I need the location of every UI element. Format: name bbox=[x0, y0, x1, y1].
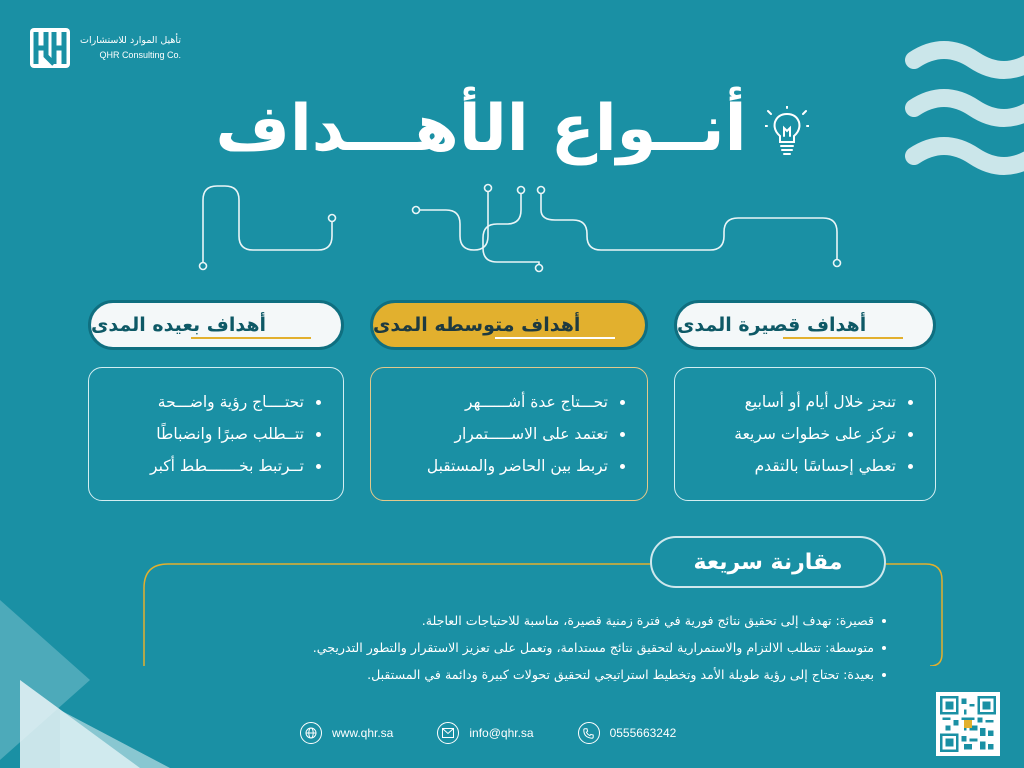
long-term-card bbox=[88, 367, 344, 501]
pill-underline bbox=[783, 337, 903, 339]
email-text: info@qhr.sa bbox=[469, 726, 534, 740]
list-item: تركز على خطوات سريعة bbox=[689, 418, 913, 450]
list-item: تحتــــاج رؤية واضـــحة bbox=[103, 386, 321, 418]
circuit-lines-decoration bbox=[0, 0, 1024, 300]
envelope-icon bbox=[437, 722, 459, 744]
website-text: www.qhr.sa bbox=[332, 726, 394, 740]
pill-underline bbox=[191, 337, 311, 339]
list-item: تــرتبط بخـــــــطط أكبر bbox=[103, 450, 321, 482]
list-item: تربط بين الحاضر والمستقبل bbox=[385, 450, 625, 482]
goal-type-label: أهداف بعيده المدى bbox=[91, 314, 267, 336]
comparison-title: مقارنة سريعة bbox=[650, 536, 886, 588]
list-item: تتــطلب صبرًا وانضباطًا bbox=[103, 418, 321, 450]
list-item: تنجز خلال أيام أو أسابيع bbox=[689, 386, 913, 418]
email-link[interactable] bbox=[437, 722, 533, 744]
goal-type-short-term bbox=[674, 300, 936, 350]
website-link[interactable] bbox=[300, 722, 393, 744]
comparison-list bbox=[126, 607, 886, 688]
qr-code-icon[interactable] bbox=[936, 692, 1000, 756]
goal-type-label: أهداف متوسطه المدى bbox=[373, 314, 581, 336]
goal-type-medium-term bbox=[370, 300, 648, 350]
pill-underline bbox=[495, 337, 615, 339]
list-item: تعطي إحساسًا بالتقدم bbox=[689, 450, 913, 482]
comparison-item: متوسطة: تتطلب الالتزام والاستمرارية لتحقيق نتائج مستدامة، وتعمل على تعزيز الاستقرار والتطور التدريجي. bbox=[126, 634, 886, 661]
list-item: تحـــتاج عدة أشــــــهر bbox=[385, 386, 625, 418]
comparison-item: قصيرة: تهدف إلى تحقيق نتائج فورية في فترة زمنية قصيرة، مناسبة للاحتياجات العاجلة. bbox=[126, 607, 886, 634]
brand-name-english: QHR Consulting Co. bbox=[99, 50, 181, 60]
list-item: تعتمد على الاســـــتمرار bbox=[385, 418, 625, 450]
contact-footer bbox=[300, 722, 676, 744]
page-title: أنــواع الأهـــداف bbox=[215, 92, 747, 166]
globe-icon bbox=[300, 722, 322, 744]
phone-icon bbox=[578, 722, 600, 744]
brand-name-arabic: تأهيل الموارد للاستشارات bbox=[80, 35, 181, 46]
phone-link[interactable] bbox=[578, 722, 677, 744]
goal-type-long-term bbox=[88, 300, 344, 350]
phone-text: 0555663242 bbox=[609, 726, 677, 740]
goal-type-label: أهداف قصيرة المدى bbox=[677, 314, 867, 336]
comparison-item: بعيدة: تحتاج إلى رؤية طويلة الأمد وتخطيط استراتيجي لتحقيق تحولات كبيرة ودائمة في المستقبل. bbox=[126, 661, 886, 688]
short-term-card bbox=[674, 367, 936, 501]
medium-term-card bbox=[370, 367, 648, 501]
